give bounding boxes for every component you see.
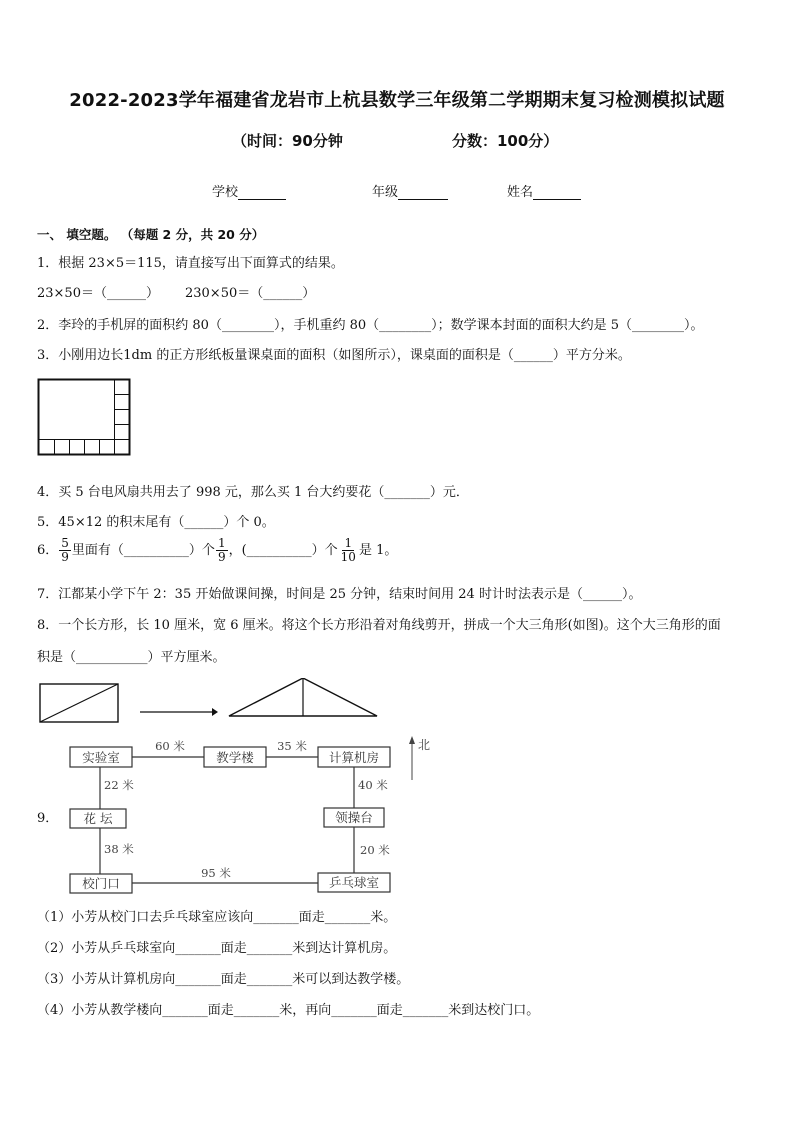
- q8-figure: [37, 678, 387, 728]
- dist-lab-teach: 60 米: [155, 739, 185, 753]
- q6-suffix: 是 1。: [358, 543, 398, 558]
- page-title: 2022-2023学年福建省龙岩市上杭县数学三年级第二学期期末复习检测模拟试题: [69, 90, 725, 111]
- q9-campus-map: [60, 730, 440, 896]
- q3-text: 3．小刚用边长1dm 的正方形纸板量课桌面的面积（如图所示），课桌面的面积是（______）平方分米。: [37, 348, 631, 363]
- q7-text: 7．江都某小学下午 2：35 开始做课间操，时间是 25 分钟，结束时间用 24 时计时法表示是（______）。: [37, 587, 642, 602]
- dist-lab-garden: 22 米: [104, 778, 134, 792]
- q9-sub-4: （4）小芳从教学楼向_______面走_______米，再向_______面走_______米到达校门口。: [37, 1003, 540, 1018]
- q6-number: 6．: [37, 543, 59, 558]
- q9-sub-2: （2）小芳从乒乓球室向_______面走_______米到达计算机房。: [37, 941, 397, 956]
- dist-stage-pingpong: 20 米: [360, 843, 390, 857]
- name-label: 姓名: [507, 185, 534, 200]
- map-gate: 校门口: [82, 876, 120, 891]
- q6-text: [37, 537, 397, 564]
- dist-garden-gate: 38 米: [104, 842, 134, 856]
- school-field: [212, 181, 286, 200]
- q9-sub-1: （1）小芳从校门口去乒乓球室应该向_______面走_______米。: [37, 910, 397, 925]
- q1-answers: [37, 282, 315, 301]
- q9-number: 9．: [37, 811, 59, 826]
- dist-comp-stage: 40 米: [358, 778, 388, 792]
- q5-text: 5．45×12 的积末尾有（______）个 0。: [37, 515, 275, 530]
- grade-label: 年级: [372, 185, 399, 200]
- school-label: 学校: [212, 185, 239, 200]
- school-blank[interactable]: [238, 185, 286, 200]
- map-lab: 实验室: [82, 750, 120, 765]
- q8-line-2: 积是（___________）平方厘米。: [37, 650, 226, 665]
- grade-field: [372, 181, 448, 200]
- time-label: （时间：90分钟: [232, 132, 343, 150]
- dist-teach-comp: 35 米: [277, 739, 307, 753]
- map-teaching-building: 教学楼: [216, 750, 254, 765]
- q4-text: 4．买 5 台电风扇共用去了 998 元，那么买 1 台大约要花（_______）元．: [37, 485, 469, 500]
- q2-text: 2．李玲的手机屏的面积约 80（________），手机重约 80（________）；数学课本封面的面积大约是 5（________）。: [37, 318, 704, 333]
- q3-desk-figure: [37, 378, 133, 458]
- q1-b[interactable]: 230×50＝（______）: [184, 286, 316, 301]
- q6-fraction-1: $\frac{5}{9}$: [61, 536, 69, 564]
- map-pingpong-room: 乒乓球室: [328, 875, 380, 890]
- q6-fraction-3: $\frac{1}{10}$: [340, 536, 356, 564]
- section-1-title: 一、 填空题。 （每题 2 分，共 20 分）: [37, 227, 265, 242]
- q6-mid-1[interactable]: 里面有（__________）个: [71, 543, 215, 558]
- q9-sub-3: （3）小芳从计算机房向_______面走_______米可以到达教学楼。: [37, 972, 410, 987]
- north-label: 北: [418, 738, 431, 752]
- map-computer-room: 计算机房: [328, 750, 380, 765]
- grade-blank[interactable]: [398, 185, 448, 200]
- score-label: 分数：100分）: [452, 132, 559, 150]
- q1-a[interactable]: 23×50＝（______）: [37, 286, 159, 301]
- map-stage: 领操台: [335, 810, 373, 825]
- q6-mid-2[interactable]: ，(__________）个: [228, 543, 338, 558]
- q6-fraction-2: $\frac{1}{9}$: [217, 536, 226, 564]
- name-field: [507, 181, 581, 200]
- q8-diagonal: [40, 684, 118, 722]
- q1-text: 1．根据 23×5＝115，请直接写出下面算式的结果。: [37, 256, 344, 271]
- map-garden: 花 坛: [83, 811, 113, 826]
- dist-gate-pingpong: 95 米: [201, 866, 231, 880]
- q8-line-1: 8．一个长方形，长 10 厘米，宽 6 厘米。将这个长方形沿着对角线剪开，拼成一个大三角形(如图)。这个大三角形的面: [37, 618, 721, 633]
- name-blank[interactable]: [533, 185, 581, 200]
